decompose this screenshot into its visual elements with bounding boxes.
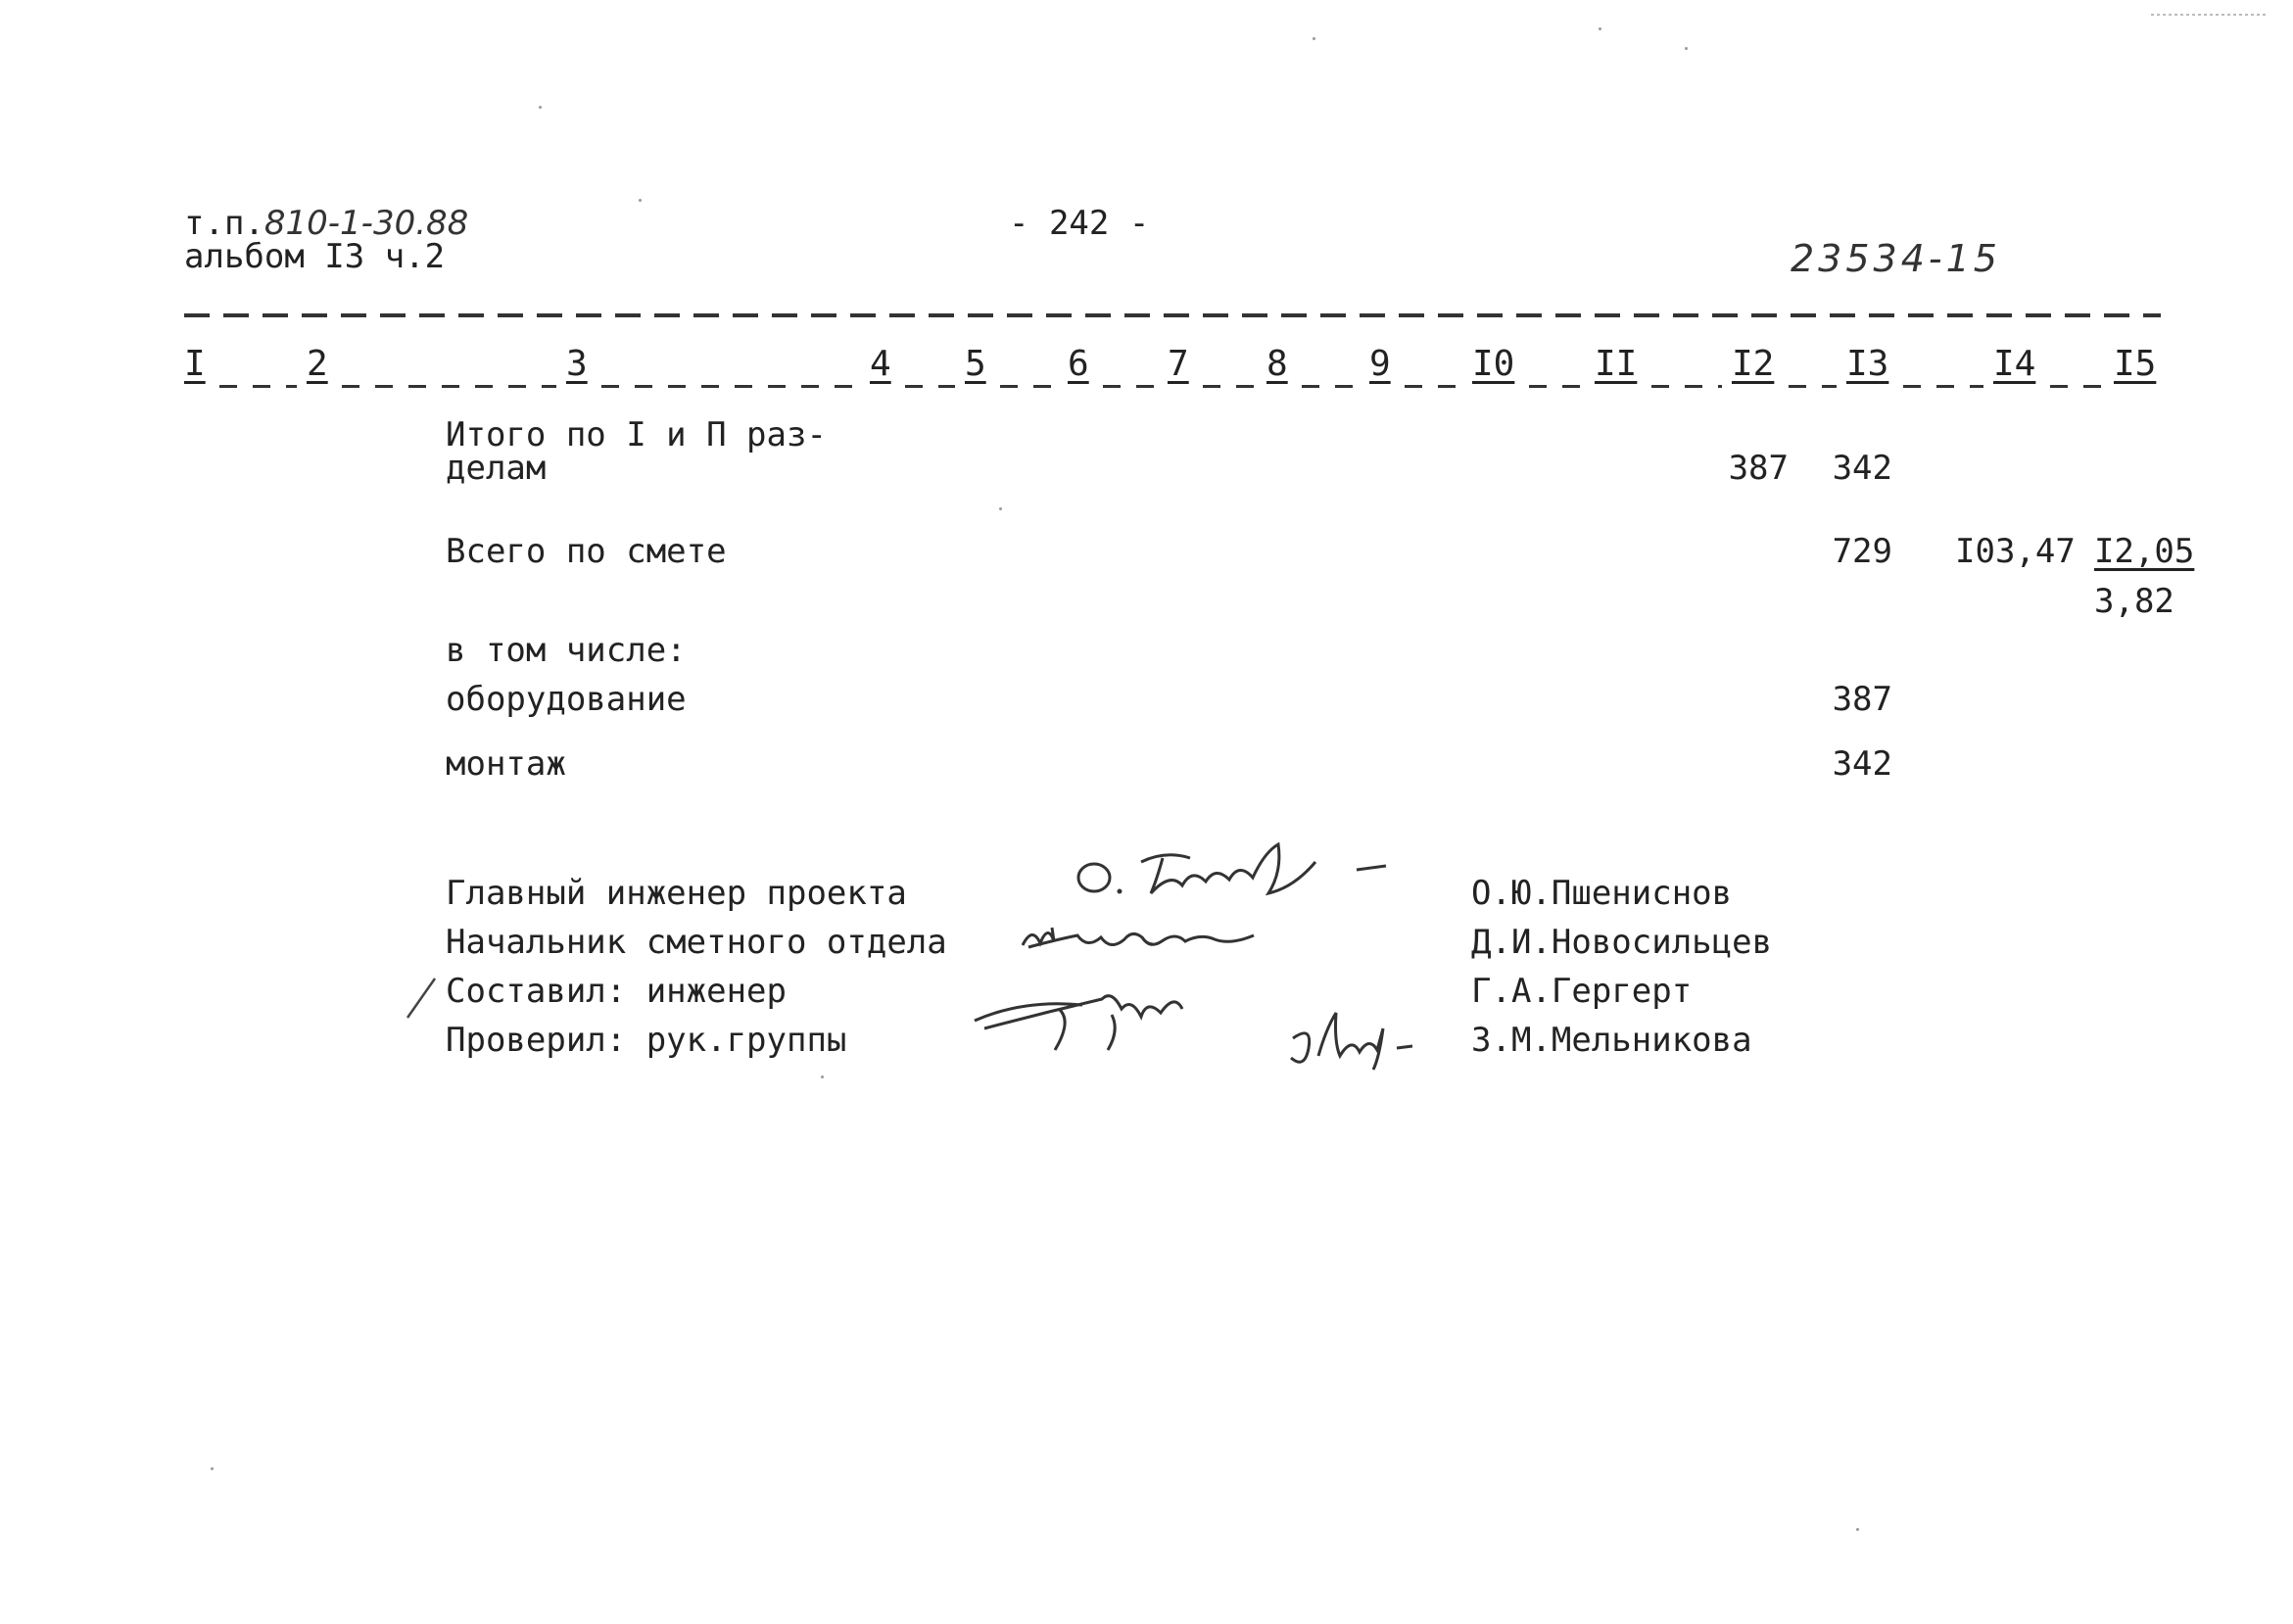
column-gap-dash [1302,385,1360,388]
itogo-label-line1: Итого по I и П раз- [446,415,827,454]
scan-speck [999,507,1002,510]
column-number-14: I4 [1993,344,2036,384]
column-number-4: 4 [870,344,891,384]
scan-speck [821,1075,824,1078]
album-label: альбом I3 ч.2 [184,237,446,276]
sign-name-compiled-by: Г.А.Гергерт [1471,972,1693,1011]
scan-speck [1685,47,1688,50]
column-number-13: I3 [1846,344,1889,384]
signature-chief-engineer [1073,833,1406,911]
column-gap-dash [1203,385,1257,388]
page-number: - 242 - [1009,204,1150,243]
column-number-1: I [184,344,206,384]
tp-number: 810-1-30.88 [263,204,469,243]
scan-speck [211,1467,214,1470]
montazh-label: монтаж [446,744,566,784]
itogo-col12-value: 387 [1728,449,1789,488]
column-gap-dash [601,385,860,388]
column-gap-dash [1000,385,1058,388]
dashed-separator [184,313,2161,317]
sign-role-compiled-by: Составил: инженер [446,972,787,1011]
column-number-15: I5 [2114,344,2157,384]
column-number-2: 2 [307,344,328,384]
column-gap-dash [1651,385,1722,388]
montazh-col13-value: 342 [1832,744,1892,784]
scan-speck [1599,27,1601,30]
itogo-col13-value: 342 [1832,449,1892,488]
scan-speck [539,106,542,109]
column-number-7: 7 [1168,344,1189,384]
column-number-8: 8 [1266,344,1288,384]
itogo-label-line2: делам [446,449,547,488]
sign-role-checked-by: Проверил: рук.группы [446,1021,847,1060]
vsego-label: Всего по смете [446,532,727,571]
vsego-col14-value: I03,47 [1955,532,2076,571]
column-gap-dash [1903,385,1983,388]
scan-speck [639,199,642,202]
vsego-col15-bottom-value: 3,82 [2094,582,2174,621]
column-number-3: 3 [566,344,588,384]
oborud-label: оборудование [446,680,687,719]
tp-prefix: т.п. [184,204,264,243]
doc-code: 23534-15 [1791,237,2001,280]
margin-slash-mark [402,975,441,1024]
oborud-col13-value: 387 [1832,680,1892,719]
sign-name-checked-by: З.М.Мельникова [1471,1021,1752,1060]
column-number-11: II [1595,344,1638,384]
column-gap-dash [1789,385,1837,388]
signature-estimate-head [1019,916,1273,965]
column-number-5: 5 [965,344,986,384]
vsego-col15-top-value: I2,05 [2094,532,2195,571]
column-gap-dash [1529,385,1585,388]
vtom-label: в том числе: [446,631,687,670]
signature-checked-by [1283,999,1430,1077]
scan-edge-dots [2151,14,2269,16]
column-number-6: 6 [1068,344,1089,384]
column-gap-dash [1405,385,1462,388]
scan-speck [1313,37,1315,40]
scan-speck [1856,1528,1859,1531]
sign-name-chief-engineer: О.Ю.Пшениснов [1471,874,1733,913]
vsego-col13-value: 729 [1832,532,1892,571]
column-gap-dash [219,385,297,388]
column-number-10: I0 [1472,344,1515,384]
sign-role-chief-engineer: Главный инженер проекта [446,874,907,913]
column-gap-dash [2050,385,2104,388]
sign-name-estimate-head: Д.И.Новосильцев [1471,923,1773,962]
column-gap-dash [1103,385,1158,388]
sign-role-estimate-head: Начальник сметного отдела [446,923,947,962]
column-number-12: I2 [1732,344,1775,384]
signature-compiled-by [965,970,1200,1058]
column-gap-dash [905,385,955,388]
column-number-9: 9 [1369,344,1391,384]
column-gap-dash [342,385,556,388]
